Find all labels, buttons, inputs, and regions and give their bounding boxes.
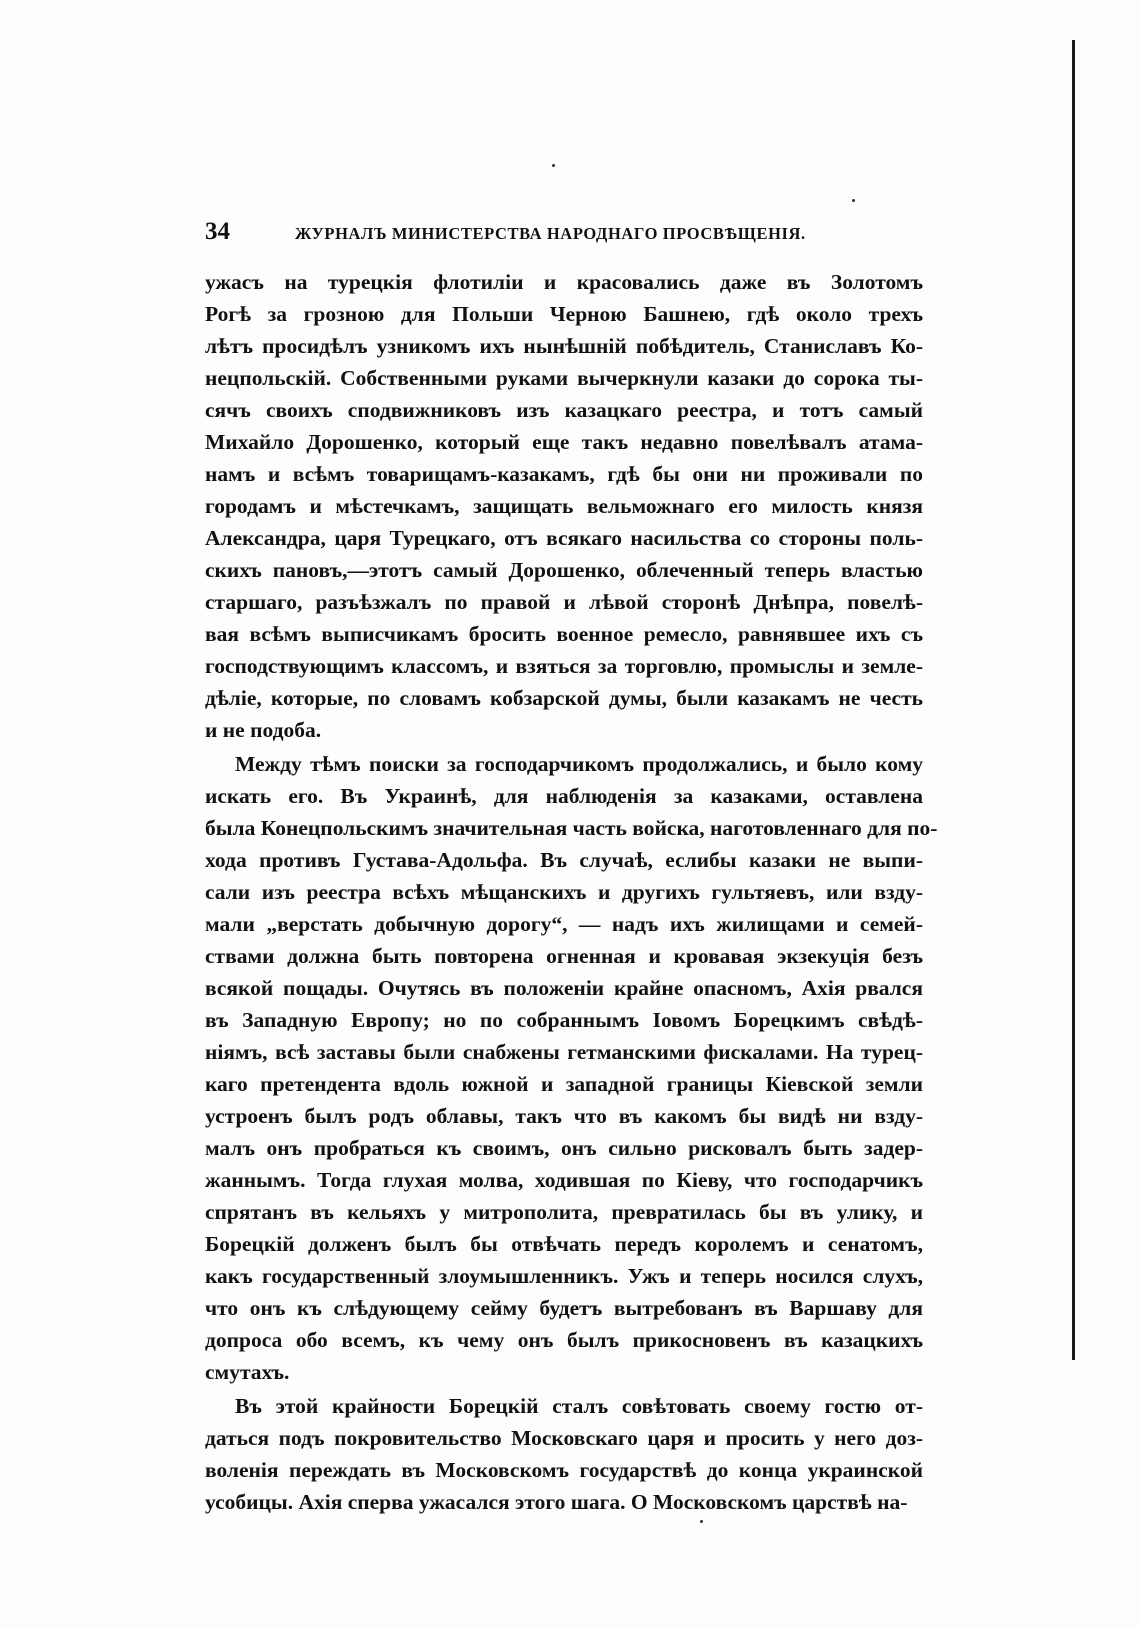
text-line: Михайло Дорошенко, который еще такъ недавно повелѣвалъ атама- xyxy=(205,430,923,454)
text-line: сали изъ реестра всѣхъ мѣщанскихъ и другихъ гультяевъ, или взду- xyxy=(205,880,923,904)
text-line: Между тѣмъ поиски за господарчикомъ продолжались, и было кому xyxy=(235,752,923,776)
text-line: усобицы. Ахія сперва ужасался этого шага. О Московскомъ царствѣ на- xyxy=(205,1490,908,1514)
text-line: старшаго, разъѣзжалъ по правой и лѣвой сторонѣ Днѣпра, повелѣ- xyxy=(205,590,923,614)
text-line: скихъ пановъ,—этотъ самый Дорошенко, облеченный теперь властью xyxy=(205,558,923,582)
paragraph xyxy=(205,266,923,746)
text-line: господствующимъ классомъ, и взяться за торговлю, промыслы и земле- xyxy=(205,654,923,678)
text-line: какъ государственный злоумышленникъ. Ужъ и теперь носился слухъ, xyxy=(205,1264,923,1288)
speck xyxy=(700,1520,703,1523)
page-header xyxy=(205,218,923,250)
running-title: ЖУРНАЛЪ МИНИСТЕРСТВА НАРОДНАГО ПРОСВѢЩЕНІЯ. xyxy=(295,224,806,243)
text-line: нецпольскій. Собственными руками вычеркнули казаки до сорока ты- xyxy=(205,366,923,390)
body-text xyxy=(205,266,938,1518)
speck xyxy=(552,164,555,167)
page-number: 34 xyxy=(205,218,230,245)
text-line: Рогѣ за грозною для Польши Черною Башнею, гдѣ около трехъ xyxy=(205,302,923,326)
text-line: устроенъ былъ родъ облавы, такъ что въ какомъ бы видѣ ни взду- xyxy=(205,1104,923,1128)
text-line: малъ онъ пробраться къ своимъ, онъ сильно рисковалъ быть задер- xyxy=(205,1136,923,1160)
text-line: дѣліе, которые, по словамъ кобзарской думы, были казакамъ не честь xyxy=(205,686,923,710)
text-line: искать его. Въ Украинѣ, для наблюденія за казаками, оставлена xyxy=(205,784,923,808)
text-line: что онъ къ слѣдующему сейму будетъ вытребованъ въ Варшаву для xyxy=(205,1296,923,1320)
text-line: ствами должна быть повторена огненная и кровавая экзекуція безъ xyxy=(205,944,923,968)
text-line: вая всѣмъ выписчикамъ бросить военное ремесло, равнявшее ихъ съ xyxy=(205,622,923,646)
text-line: воленія переждать въ Московскомъ государствѣ до конца украинской xyxy=(205,1458,923,1482)
paragraph xyxy=(205,1390,923,1518)
text-line: всякой пощады. Очутясь въ положеніи крайне опасномъ, Ахія рвался xyxy=(205,976,923,1000)
text-line: въ Западную Европу; но по собраннымъ Іовомъ Борецкимъ свѣдѣ- xyxy=(205,1008,923,1032)
paragraph xyxy=(205,748,938,1388)
speck xyxy=(852,199,855,202)
text-line: даться подъ покровительство Московскаго царя и просить у него доз- xyxy=(205,1426,923,1450)
text-line: лѣтъ просидѣлъ узникомъ ихъ нынѣшній побѣдитель, Станиславъ Ко- xyxy=(205,334,923,358)
text-line: намъ и всѣмъ товарищамъ-казакамъ, гдѣ бы они ни проживали по xyxy=(205,462,923,486)
text-line: и не подоба. xyxy=(205,718,322,742)
text-line: была Конецпольскимъ значительная часть войска, наготовленнаго для по- xyxy=(205,816,938,840)
text-line: Александра, царя Турецкаго, отъ всякаго насильства со стороны поль- xyxy=(205,526,923,550)
text-line: сячъ своихъ сподвижниковъ изъ казацкаго реестра, и тотъ самый xyxy=(205,398,923,422)
text-line: жаннымъ. Тогда глухая молва, ходившая по Кіеву, что господарчикъ xyxy=(205,1168,923,1192)
text-line: спрятанъ въ кельяхъ у митрополита, превратилась бы въ улику, и xyxy=(205,1200,923,1224)
text-line: хода противъ Густава-Адольфа. Въ случаѣ, еслибы казаки не выпи- xyxy=(205,848,923,872)
text-line: городамъ и мѣстечкамъ, защищать вельможнаго его милость князя xyxy=(205,494,923,518)
text-line: Борецкій долженъ былъ бы отвѣчать передъ королемъ и сенатомъ, xyxy=(205,1232,923,1256)
text-line: мали „верстать добычную дорогу“, — надъ ихъ жилищами и семей- xyxy=(205,912,923,936)
text-line: допроса обо всемъ, къ чему онъ былъ прикосновенъ въ казацкихъ xyxy=(205,1328,923,1352)
scan-edge-line xyxy=(1072,40,1075,1360)
text-line: ужасъ на турецкія флотиліи и красовались даже въ Золотомъ xyxy=(205,270,923,294)
text-line: каго претендента вдоль южной и западной границы Кіевской земли xyxy=(205,1072,923,1096)
text-line: смутахъ. xyxy=(205,1360,290,1384)
text-line: ніямъ, всѣ заставы были снабжены гетманскими фискалами. На турец- xyxy=(205,1040,923,1064)
text-line: Въ этой крайности Борецкій сталъ совѣтовать своему гостю от- xyxy=(235,1394,923,1418)
